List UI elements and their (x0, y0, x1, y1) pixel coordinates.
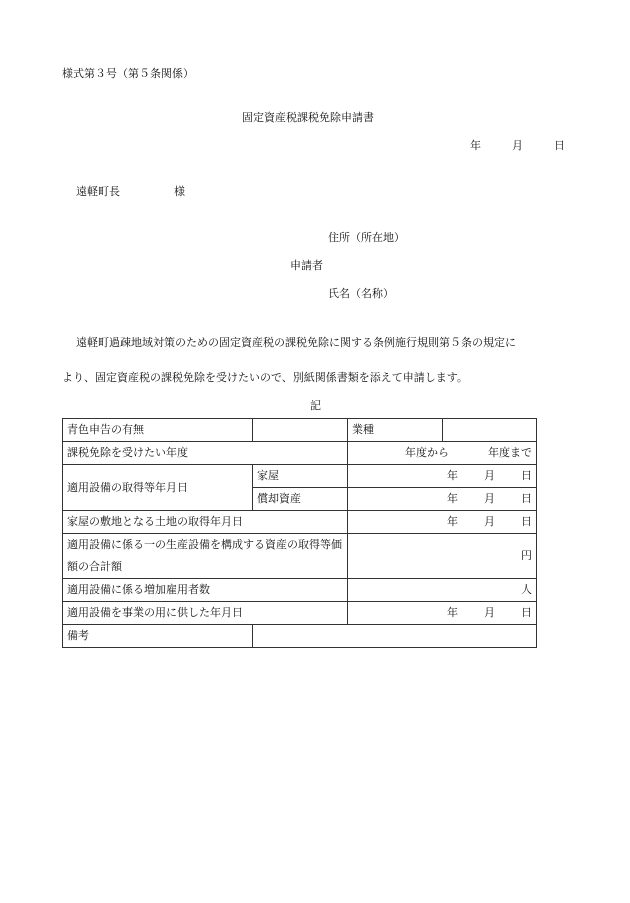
depreciable-label: 償却資産 (253, 488, 348, 511)
table-row (63, 511, 537, 534)
yen-unit: 円 (521, 549, 532, 562)
blue-return-value[interactable] (253, 419, 348, 442)
exemption-year-value[interactable] (348, 442, 537, 465)
page-title: 固定資産税課税免除申請書 (242, 111, 374, 124)
date-day: 日 (554, 139, 565, 152)
table-row (63, 419, 537, 442)
year-from: 年度から (405, 446, 449, 459)
blue-return-label: 青色申告の有無 (63, 419, 253, 442)
depreciable-date-value[interactable]: 年 月 日 (348, 488, 537, 511)
table-row (63, 534, 537, 579)
table-row (63, 465, 537, 488)
date-line (470, 140, 565, 151)
table-row (63, 625, 537, 648)
table-row (63, 602, 537, 625)
acquisition-label: 適用設備の取得等年月日 (63, 465, 253, 511)
house-date-value[interactable]: 年 月 日 (348, 465, 537, 488)
date-year: 年 (470, 139, 481, 152)
land-date-value[interactable]: 年 月 日 (348, 511, 537, 534)
date-month: 月 (512, 139, 523, 152)
table-row (63, 579, 537, 602)
business-date-label: 適用設備を事業の用に供した年月日 (63, 602, 348, 625)
employee-label: 適用設備に係る増加雇用者数 (63, 579, 348, 602)
applicant-label: 申請者 (290, 259, 323, 272)
body-line-2: より、固定資産税の課税免除を受けたいので、別紙関係書類を添えて申請します。 (62, 371, 468, 384)
exemption-year-label: 課税免除を受けたい年度 (63, 442, 348, 465)
name-label: 氏名（名称） (328, 287, 394, 300)
cost-value[interactable] (348, 534, 537, 579)
body-line-1: 遠軽町過疎地域対策のための固定資産税の課税免除に関する条例施行規則第５条の規定に (76, 336, 516, 349)
address-label: 住所（所在地） (328, 231, 405, 244)
land-label: 家屋の敷地となる土地の取得年月日 (63, 511, 348, 534)
table-row (63, 442, 537, 465)
person-unit: 人 (521, 583, 532, 596)
application-table (62, 418, 537, 648)
form-number: 様式第３号（第５条関係） (62, 67, 194, 80)
house-label: 家屋 (253, 465, 348, 488)
addressee-honorific: 様 (174, 185, 185, 198)
cost-label: 適用設備に係る一の生産設備を構成する資産の取得等価額の合計額 (63, 534, 348, 579)
employee-value[interactable] (348, 579, 537, 602)
industry-label: 業種 (348, 419, 443, 442)
remarks-label: 備考 (63, 625, 253, 648)
addressee-name: 遠軽町長 (76, 185, 120, 198)
year-to: 年度まで (488, 446, 532, 459)
ki-heading: 記 (310, 399, 321, 412)
remarks-value[interactable] (253, 625, 537, 648)
industry-value[interactable] (443, 419, 537, 442)
business-date-value[interactable]: 年 月 日 (348, 602, 537, 625)
